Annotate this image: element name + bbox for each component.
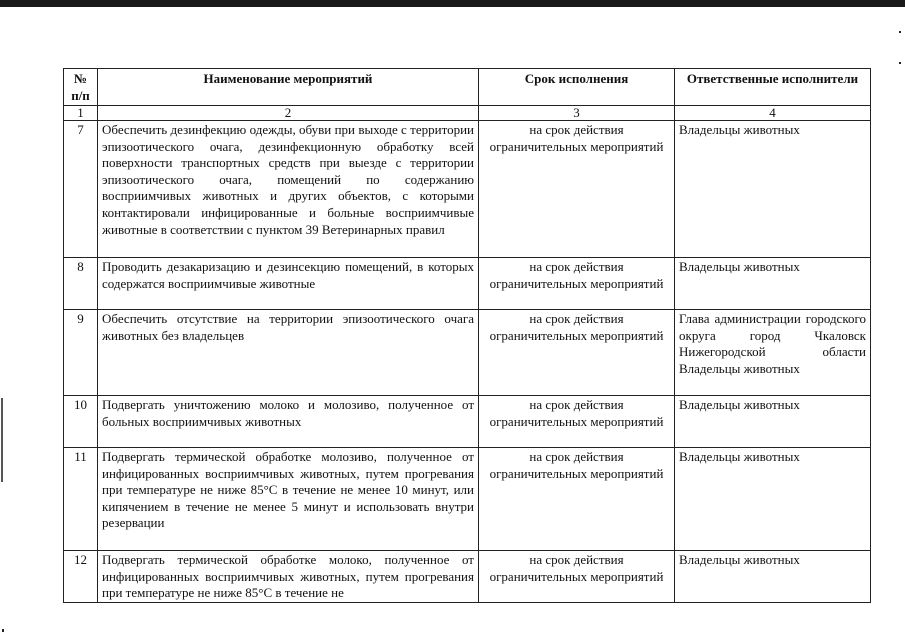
measure-responsible-extra: Владельцы животных <box>679 360 800 376</box>
column-number: 3 <box>479 106 675 121</box>
table-row <box>64 258 871 310</box>
measure-responsible: Владельцы животных <box>675 258 871 310</box>
measure-term: на срок действия ограничительных мероприятий <box>479 258 675 310</box>
measure-name: Проводить дезакаризацию и дезинсекцию помещений, в которых содержатся восприимчивые животные <box>98 258 479 310</box>
row-number: 8 <box>64 258 98 310</box>
measure-responsible: Владельцы животных <box>675 448 871 551</box>
header-responsible: Ответственные исполнители <box>675 69 871 106</box>
row-number: 10 <box>64 396 98 448</box>
measure-term: на срок действия ограничительных мероприятий <box>479 396 675 448</box>
measure-name: Подвергать термической обработке молоко, полученное от инфицированных восприимчивых животных, путем прогревания при температуре не ниже 85°С в течение не <box>98 551 479 603</box>
row-number: 9 <box>64 310 98 396</box>
row-number: 11 <box>64 448 98 551</box>
row-number: 7 <box>64 121 98 258</box>
measure-responsible: Глава администрации городского округа город Чкаловск Нижегородской области <box>679 311 866 360</box>
column-number: 1 <box>64 106 98 121</box>
measures-table <box>63 68 871 603</box>
scan-speck <box>2 629 4 632</box>
measure-name: Обеспечить отсутствие на территории эпизоотического очага животных без владельцев <box>98 310 479 396</box>
scan-top-border <box>0 0 905 7</box>
header-num: № п/п <box>64 69 98 106</box>
header-name: Наименование мероприятий <box>98 69 479 106</box>
measure-name: Подвергать термической обработке молозиво, полученное от инфицированных восприимчивых животных, путем прогревания при температуре не ниже 85°С в течение не менее 10 минут, или кипячением в течение не менее 5 минут и использовать внутри резервации <box>98 448 479 551</box>
column-number: 4 <box>675 106 871 121</box>
measure-responsible-cell <box>675 310 871 396</box>
scan-speck <box>899 62 901 64</box>
column-number: 2 <box>98 106 479 121</box>
measure-responsible: Владельцы животных <box>675 551 871 603</box>
table-row <box>64 396 871 448</box>
table-header-row <box>64 69 871 106</box>
measure-term: на срок действия ограничительных мероприятий <box>479 551 675 603</box>
scan-speck <box>899 31 901 33</box>
row-number: 12 <box>64 551 98 603</box>
table-row <box>64 551 871 603</box>
table-row <box>64 448 871 551</box>
measure-responsible: Владельцы животных <box>675 396 871 448</box>
header-term: Срок исполнения <box>479 69 675 106</box>
scan-edge-mark <box>1 398 3 482</box>
column-number-row <box>64 106 871 121</box>
measure-term: на срок действия ограничительных мероприятий <box>479 310 675 396</box>
measure-term: на срок действия ограничительных мероприятий <box>479 121 675 258</box>
table-row <box>64 310 871 396</box>
measure-responsible: Владельцы животных <box>675 121 871 258</box>
measure-term: на срок действия ограничительных мероприятий <box>479 448 675 551</box>
table-row <box>64 121 871 258</box>
measure-name: Подвергать уничтожению молоко и молозиво, полученное от больных восприимчивых животных <box>98 396 479 448</box>
measure-name: Обеспечить дезинфекцию одежды, обуви при выходе с территории эпизоотического очага, дезинфекционную обработку всей поверхности транспортных средств при выезде с территории эпизоотического очага, помещений по содержанию восприимчивых животных и других объектов, с которыми контактировали инфицированные и больные восприимчивые животные в соответствии с пунктом 39 Ветеринарных правил <box>98 121 479 258</box>
